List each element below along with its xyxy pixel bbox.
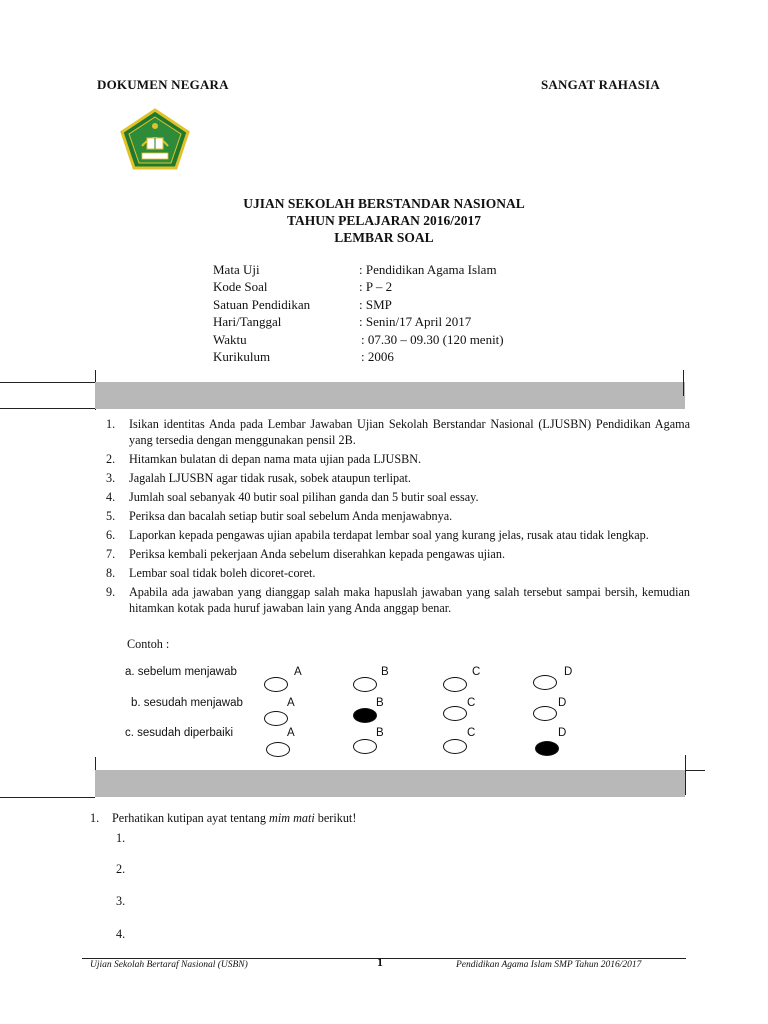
instruction-number: 4. bbox=[106, 490, 116, 504]
answer-bubble-filled bbox=[353, 708, 377, 723]
info-value: : 07.30 – 09.30 (120 menit) bbox=[361, 332, 504, 347]
instruction-item bbox=[106, 470, 690, 486]
option-letter: A bbox=[287, 697, 295, 709]
option-letter: A bbox=[294, 666, 302, 678]
section-band-instructions bbox=[95, 382, 685, 409]
band-left-rule bbox=[0, 382, 95, 383]
header-right-label: SANGAT RAHASIA bbox=[541, 77, 660, 92]
answer-bubble bbox=[266, 742, 290, 757]
info-value: : Senin/17 April 2017 bbox=[359, 314, 472, 329]
answer-bubble bbox=[353, 677, 377, 692]
instruction-text: Periksa kembali pekerjaan Anda sebelum diserahkan kepada pengawas ujian. bbox=[129, 547, 505, 561]
question-text: Perhatikan kutipan ayat tentang mim mati berikut! bbox=[112, 811, 357, 825]
instruction-text: Lembar soal tidak boleh dicoret-coret. bbox=[129, 566, 316, 580]
band2-left-rule bbox=[0, 797, 95, 798]
option-letter: D bbox=[558, 697, 567, 709]
option-letter: A bbox=[287, 727, 295, 739]
instruction-number: 2. bbox=[106, 452, 116, 466]
answer-bubble bbox=[443, 677, 467, 692]
info-label: Mata Uji bbox=[213, 262, 260, 277]
instruction-text: Periksa dan bacalah setiap butir soal sebelum Anda menjawabnya. bbox=[129, 509, 453, 523]
info-value: : Pendidikan Agama Islam bbox=[359, 262, 497, 277]
instruction-text: Jagalah LJUSBN agar tidak rusak, sobek ataupun terlipat. bbox=[129, 471, 411, 485]
info-value: : SMP bbox=[359, 297, 392, 312]
question-number: 1. bbox=[90, 811, 100, 825]
answer-bubble bbox=[264, 677, 288, 692]
footer-rule bbox=[82, 958, 686, 959]
instruction-number: 9. bbox=[106, 585, 116, 599]
instruction-item bbox=[106, 584, 690, 616]
info-label: Kode Soal bbox=[213, 279, 268, 294]
instruction-item bbox=[106, 416, 690, 448]
instruction-number: 1. bbox=[106, 417, 116, 431]
instruction-item bbox=[106, 451, 690, 467]
instruction-item bbox=[106, 546, 690, 562]
instruction-number: 8. bbox=[106, 566, 116, 580]
footer-right-text: Pendidikan Agama Islam SMP Tahun 2016/2017 bbox=[456, 960, 642, 970]
option-letter: D bbox=[558, 727, 567, 739]
question-sub-item: 3. bbox=[116, 894, 126, 908]
option-letter: C bbox=[467, 727, 476, 739]
option-letter: D bbox=[564, 666, 573, 678]
instruction-number: 3. bbox=[106, 471, 116, 485]
option-letter: B bbox=[376, 697, 384, 709]
section-band-questions bbox=[95, 770, 685, 797]
instruction-item bbox=[106, 527, 690, 543]
info-label: Hari/Tanggal bbox=[213, 314, 282, 329]
info-label: Satuan Pendidikan bbox=[213, 297, 311, 312]
instruction-text: Laporkan kepada pengawas ujian apabila terdapat lembar soal yang kurang jelas, rusak atau tidak lengkap. bbox=[129, 528, 649, 542]
instruction-number: 6. bbox=[106, 528, 116, 542]
kemenag-emblem-icon bbox=[120, 108, 190, 170]
info-label: Waktu bbox=[213, 332, 247, 347]
instruction-text: Hitamkan bulatan di depan nama mata ujian pada LJUSBN. bbox=[129, 452, 422, 466]
title-line-2: TAHUN PELAJARAN 2016/2017 bbox=[286, 213, 481, 228]
answer-bubble bbox=[353, 739, 377, 754]
band2-right-tick bbox=[685, 755, 686, 795]
option-letter: B bbox=[381, 666, 389, 678]
instructions-list bbox=[106, 416, 690, 619]
option-letter: C bbox=[472, 666, 481, 678]
option-letter: B bbox=[376, 727, 384, 739]
question-sub-item: 1. bbox=[116, 831, 126, 845]
example-row-label: a. sebelum menjawab bbox=[125, 666, 237, 678]
band2-right-rule bbox=[685, 770, 705, 771]
answer-bubble bbox=[533, 706, 557, 721]
answer-bubble bbox=[443, 706, 467, 721]
instruction-number: 7. bbox=[106, 547, 116, 561]
instruction-item bbox=[106, 565, 690, 581]
example-heading: Contoh : bbox=[127, 637, 170, 651]
info-value: : 2006 bbox=[361, 349, 394, 364]
band-right-tick bbox=[683, 370, 684, 396]
band-left-rule-bottom bbox=[0, 408, 95, 409]
info-value: : P – 2 bbox=[359, 279, 393, 294]
footer-left-text: Ujian Sekolah Bertaraf Nasional (USBN) bbox=[90, 960, 248, 970]
example-row-label: c. sesudah diperbaiki bbox=[125, 727, 234, 739]
answer-bubble bbox=[264, 711, 288, 726]
answer-bubble bbox=[533, 675, 557, 690]
answer-bubble bbox=[443, 739, 467, 754]
question-sub-item: 2. bbox=[116, 862, 126, 876]
header-left-label: DOKUMEN NEGARA bbox=[97, 77, 229, 92]
instruction-item bbox=[106, 508, 690, 524]
title-line-3: LEMBAR SOAL bbox=[334, 230, 434, 245]
instruction-text: Apabila ada jawaban yang dianggap salah maka hapuslah jawaban yang salah tersebut sampai bersih, kemudian hitamkan kotak pada huruf jawaban lain yang Anda anggap benar. bbox=[129, 585, 690, 615]
info-label: Kurikulum bbox=[213, 349, 271, 364]
instruction-number: 5. bbox=[106, 509, 116, 523]
option-letter: C bbox=[467, 697, 476, 709]
answer-bubble-filled bbox=[535, 741, 559, 756]
instruction-text: Jumlah soal sebanyak 40 butir soal pilihan ganda dan 5 butir soal essay. bbox=[129, 490, 479, 504]
instruction-item bbox=[106, 489, 690, 505]
example-row-label: b. sesudah menjawab bbox=[131, 697, 243, 709]
page-number: 1 bbox=[377, 955, 383, 969]
title-line-1: UJIAN SEKOLAH BERSTANDAR NASIONAL bbox=[243, 196, 525, 211]
instruction-text: Isikan identitas Anda pada Lembar Jawaban Ujian Sekolah Berstandar Nasional (LJUSBN) Pendidikan Agama yang tersedia dengan menggunakan pensil 2B. bbox=[129, 417, 690, 447]
question-sub-item: 4. bbox=[116, 927, 126, 941]
